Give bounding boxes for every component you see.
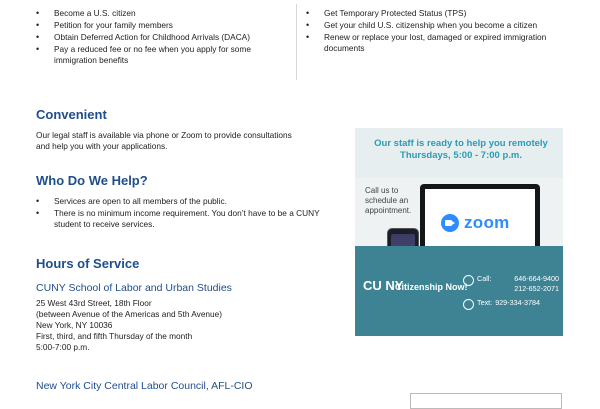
list-item: • Obtain Deferred Action for Childhood Arrivals (DACA): [36, 32, 291, 43]
contact-info: [463, 274, 559, 310]
who-list: [36, 196, 336, 231]
remote-help-promo: [355, 128, 563, 336]
phone-icon: [463, 275, 474, 286]
call-label: Call:: [477, 274, 492, 283]
promo-footer: [355, 246, 563, 336]
hours-heading: Hours of Service: [36, 256, 140, 271]
list-item: • Get your child U.S. citizenship when you become a citizen: [306, 20, 556, 31]
convenient-heading: Convenient: [36, 107, 107, 122]
list-item: • Renew or replace your lost, damaged or expired immigration documents: [306, 32, 556, 54]
address-block: [36, 298, 316, 353]
who-heading: Who Do We Help?: [36, 173, 148, 188]
address-line: (between Avenue of the Americas and 5th Avenue): [36, 309, 223, 319]
phone-number: 212-652-2071: [514, 284, 559, 293]
chat-icon: [463, 299, 474, 310]
phone-number: 646-664-9400: [514, 274, 559, 283]
video-camera-icon: [441, 214, 459, 232]
promo-call-us: Call us to schedule an appointment.: [365, 186, 412, 215]
promo-header: [355, 128, 563, 178]
convenient-text: Our legal staff is available via phone or Zoom to provide consultations and help you with your applications.: [36, 130, 292, 151]
cuny-logo: CU NY: [363, 278, 404, 293]
text-label: Text:: [477, 298, 493, 307]
org-cuny-slu: CUNY School of Labor and Urban Studies: [36, 282, 232, 294]
address-line: New York, NY 10036: [36, 320, 113, 330]
list-item: • Petition for your family members: [36, 20, 291, 31]
promo-headline: Our staff is ready to help you remotely Thursdays, 5:00 - 7:00 p.m.: [374, 138, 548, 161]
citizenship-now-logo: Citizenship Now!: [395, 282, 468, 292]
text-number: 929-334-3784: [495, 298, 540, 307]
zoom-wordmark: zoom: [464, 213, 510, 232]
list-item: • There is no minimum income requirement. You don’t have to be a CUNY student to receive services.: [36, 208, 336, 230]
list-item: • Pay a reduced fee or no fee when you apply for some immigration benefits: [36, 44, 291, 66]
list-item: • Services are open to all members of the public.: [36, 196, 336, 207]
services-list-left: [36, 8, 291, 67]
list-item: • Become a U.S. citizen: [36, 8, 291, 19]
address-line: First, third, and fifth Thursday of the month: [36, 331, 193, 341]
address-line: 25 West 43rd Street, 18th Floor: [36, 298, 152, 308]
cutoff-box: [410, 393, 562, 409]
org-nyc-clc: New York City Central Labor Council, AFL-CIO: [36, 380, 253, 392]
column-divider: [296, 4, 297, 80]
services-list-right: [306, 8, 556, 55]
zoom-logo: [441, 213, 510, 233]
address-line: 5:00-7:00 p.m.: [36, 342, 90, 352]
list-item: • Get Temporary Protected Status (TPS): [306, 8, 556, 19]
